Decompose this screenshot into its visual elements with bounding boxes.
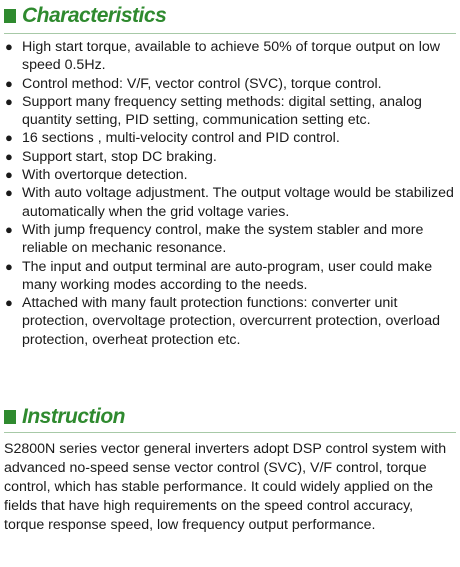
bullet-dot-icon: ● — [5, 39, 13, 54]
list-item-text: High start torque, available to achieve 50% of torque output on low speed 0.5Hz. — [22, 39, 441, 74]
list-item — [4, 129, 456, 147]
list-item — [4, 75, 456, 93]
characteristics-divider — [4, 33, 456, 34]
list-item-text: Support start, stop DC braking. — [22, 148, 217, 165]
characteristics-header — [4, 2, 166, 30]
bullet-dot-icon: ● — [5, 93, 13, 109]
instruction-header — [4, 403, 125, 431]
list-item — [4, 258, 456, 295]
bullet-dot-icon: ● — [5, 295, 13, 311]
bullet-dot-icon: ● — [5, 167, 13, 183]
bullet-dot-icon: ● — [5, 221, 13, 237]
list-item-text: The input and output terminal are auto-program, user could make many working modes according to the needs. — [22, 258, 433, 293]
list-item — [4, 38, 456, 75]
list-item — [4, 221, 456, 258]
bullet-dot-icon: ● — [5, 75, 13, 91]
list-item-text: With auto voltage adjustment. The output voltage would be stabilized automatically when the grid voltage varies. — [22, 185, 454, 220]
green-square-icon — [4, 9, 16, 23]
list-item — [4, 184, 456, 221]
list-item-text: With jump frequency control, make the system stabler and more reliable on mechanic resonance. — [22, 221, 424, 257]
list-item — [4, 93, 456, 130]
list-item — [4, 294, 456, 349]
instruction-paragraph: S2800N series vector general inverters adopt DSP control system with advanced no-speed sense vector control (SVC), V/F control, torque control, which has stable performance. It could widely applied on the fields that have high requirements on the speed control accuracy, torque response speed, low frequency output performance. — [4, 441, 447, 533]
green-square-icon — [4, 410, 16, 424]
characteristics-title: Characteristics — [22, 4, 167, 27]
list-item-text: With overtorque detection. — [22, 167, 188, 184]
characteristics-list — [4, 38, 456, 349]
bullet-dot-icon: ● — [5, 130, 13, 146]
list-item-text: Attached with many fault protection functions: converter unit protection, overvoltage protection, overcurrent protection, overload protection, overheat protection etc. — [22, 295, 440, 348]
list-item-text: 16 sections , multi-velocity control and PID control. — [22, 130, 340, 147]
bullet-dot-icon: ● — [5, 258, 13, 274]
bullet-dot-icon: ● — [5, 185, 13, 201]
list-item-text: Control method: V/F, vector control (SVC), torque control. — [22, 75, 382, 92]
list-item-text: Support many frequency setting methods: digital setting, analog quantity setting, PID setting, communication setting etc. — [22, 93, 422, 129]
bullet-dot-icon: ● — [5, 148, 13, 164]
list-item — [4, 148, 456, 166]
instruction-title: Instruction — [22, 405, 125, 428]
instruction-divider — [4, 432, 456, 433]
list-item — [4, 166, 456, 184]
